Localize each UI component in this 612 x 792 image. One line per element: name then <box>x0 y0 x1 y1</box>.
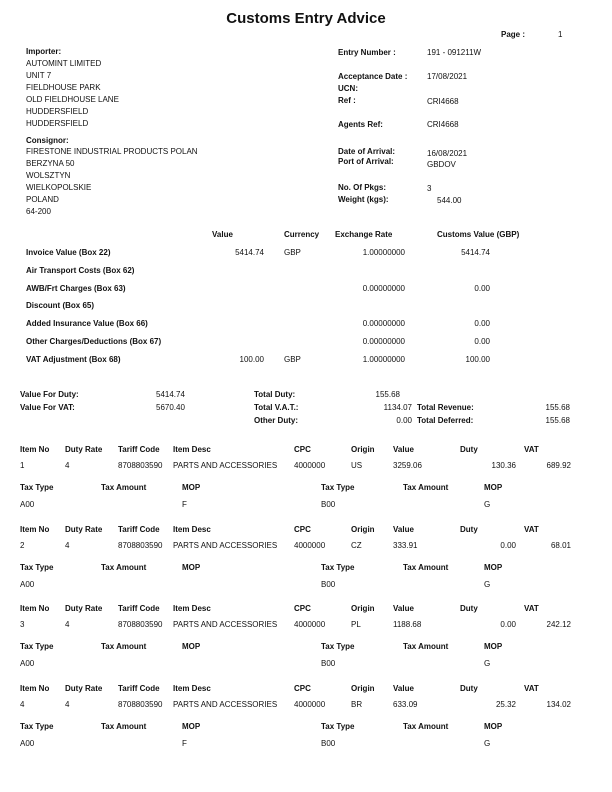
item-cpc: 4000000 <box>294 700 326 709</box>
value-for-duty: 5414.74 <box>156 390 185 399</box>
item-header-origin: Origin <box>351 684 375 693</box>
valuation-header-currency: Currency <box>284 230 320 239</box>
item-no: 3 <box>20 620 25 629</box>
tax-mop: G <box>484 500 491 509</box>
importer-line: AUTOMINT LIMITED <box>26 59 102 68</box>
tax-header-mop: MOP <box>484 563 503 572</box>
item-header-value: Value <box>393 604 414 613</box>
total-duty-label: Total Duty: <box>254 390 296 399</box>
item-header-no: Item No <box>20 604 50 613</box>
tax-header-type: Tax Type <box>321 483 355 492</box>
tax-header-type: Tax Type <box>20 722 54 731</box>
importer-line: HUDDERSFIELD <box>26 107 89 116</box>
value-for-vat-label: Value For VAT: <box>20 403 75 412</box>
item-desc: PARTS AND ACCESSORIES <box>173 461 278 470</box>
tax-header-mop: MOP <box>182 642 201 651</box>
consignor-line: FIRESTONE INDUSTRIAL PRODUCTS POLAN <box>26 147 198 156</box>
valuation-row-currency: GBP <box>284 248 301 257</box>
item-no: 4 <box>20 700 25 709</box>
importer-label: Importer: <box>26 47 62 56</box>
valuation-row-rate: 1.00000000 <box>362 248 405 257</box>
arrival-date-label: Date of Arrival: <box>338 147 396 156</box>
tax-header-type: Tax Type <box>20 642 54 651</box>
importer-line: HUDDERSFIELD <box>26 119 89 128</box>
total-revenue-label: Total Revenue: <box>417 403 474 412</box>
tax-type: A00 <box>20 739 35 748</box>
valuation-row-customs: 0.00 <box>474 319 490 328</box>
value-for-vat: 5670.40 <box>156 403 185 412</box>
other-duty-label: Other Duty: <box>254 416 298 425</box>
tax-type: A00 <box>20 659 35 668</box>
consignor-line: WOLSZTYN <box>26 171 71 180</box>
ref-label: Ref : <box>338 96 356 105</box>
item-origin: PL <box>351 620 361 629</box>
item-header-no: Item No <box>20 445 50 454</box>
item-duty: 0.00 <box>500 620 516 629</box>
entry-number-label: Entry Number : <box>338 48 396 57</box>
item-header-cpc: CPC <box>294 684 311 693</box>
item-header-vat: VAT <box>524 525 539 534</box>
importer-line: FIELDHOUSE PARK <box>26 83 101 92</box>
total-vat: 1134.07 <box>383 403 412 412</box>
item-no: 2 <box>20 541 25 550</box>
item-desc: PARTS AND ACCESSORIES <box>173 700 278 709</box>
weight-value: 544.00 <box>437 196 462 205</box>
importer-address <box>26 59 119 129</box>
item-header-vat: VAT <box>524 445 539 454</box>
item-duty: 0.00 <box>500 541 516 550</box>
item-header-desc: Item Desc <box>173 445 211 454</box>
agents-ref-value: CRI4668 <box>427 120 459 129</box>
item-header-value: Value <box>393 684 414 693</box>
page-label: Page : <box>501 30 526 39</box>
item-origin: BR <box>351 700 363 709</box>
arrival-date: 16/08/2021 <box>427 149 468 158</box>
weight-label: Weight (kgs): <box>338 195 389 204</box>
item-header-cpc: CPC <box>294 604 311 613</box>
agents-ref-label: Agents Ref: <box>338 120 383 129</box>
valuation-row-currency: GBP <box>284 355 301 364</box>
tax-header-amount: Tax Amount <box>403 642 449 651</box>
item-origin: US <box>351 461 363 470</box>
importer-line: OLD FIELDHOUSE LANE <box>26 95 119 104</box>
total-vat-label: Total V.A.T.: <box>254 403 299 412</box>
item-header-duty: Duty <box>460 604 478 613</box>
tax-header-mop: MOP <box>182 722 201 731</box>
valuation-row-rate: 1.00000000 <box>362 355 405 364</box>
item-duty-rate: 4 <box>65 700 70 709</box>
item-vat: 68.01 <box>550 541 571 550</box>
item-duty-rate: 4 <box>65 461 70 470</box>
tax-header-type: Tax Type <box>321 722 355 731</box>
item-header-origin: Origin <box>351 445 375 454</box>
tax-header-amount: Tax Amount <box>101 563 147 572</box>
arrival-port: GBDOV <box>427 160 456 169</box>
item-header-duty: Duty <box>460 445 478 454</box>
tax-mop: G <box>484 580 491 589</box>
valuation-row-label: Discount (Box 65) <box>26 301 95 310</box>
item-header-no: Item No <box>20 684 50 693</box>
valuation-row-customs: 5414.74 <box>461 248 490 257</box>
item-header-duty-rate: Duty Rate <box>65 445 103 454</box>
tax-header-mop: MOP <box>182 563 201 572</box>
tax-header-type: Tax Type <box>20 563 54 572</box>
tax-header-mop: MOP <box>484 483 503 492</box>
item-tariff: 8708803590 <box>118 461 163 470</box>
valuation-row-rate: 0.00000000 <box>362 284 405 293</box>
tax-header-amount: Tax Amount <box>101 642 147 651</box>
item-header-value: Value <box>393 525 414 534</box>
valuation-header-value: Value <box>212 230 233 239</box>
tax-type: B00 <box>321 659 336 668</box>
item-duty-rate: 4 <box>65 541 70 550</box>
tax-header-amount: Tax Amount <box>403 563 449 572</box>
total-duty: 155.68 <box>375 390 400 399</box>
valuation-row-label: Air Transport Costs (Box 62) <box>26 266 135 275</box>
pkgs-value: 3 <box>427 184 432 193</box>
tax-mop: G <box>484 739 491 748</box>
valuation-row-label: Added Insurance Value (Box 66) <box>26 319 148 328</box>
valuation-row-customs: 0.00 <box>474 337 490 346</box>
item-header-cpc: CPC <box>294 525 311 534</box>
item-cpc: 4000000 <box>294 541 326 550</box>
other-duty: 0.00 <box>396 416 412 425</box>
valuation-row-value: 5414.74 <box>235 248 264 257</box>
valuation-row-rate: 0.00000000 <box>362 319 405 328</box>
valuation-header-customs: Customs Value (GBP) <box>437 230 520 239</box>
valuation-header-rate: Exchange Rate <box>335 230 393 239</box>
tax-header-type: Tax Type <box>321 642 355 651</box>
ucn-label: UCN: <box>338 84 358 93</box>
tax-mop: G <box>484 659 491 668</box>
item-tariff: 8708803590 <box>118 620 163 629</box>
tax-header-amount: Tax Amount <box>101 483 147 492</box>
item-header-tariff: Tariff Code <box>118 604 160 613</box>
consignor-line: POLAND <box>26 195 59 204</box>
item-header-duty: Duty <box>460 525 478 534</box>
item-value: 633.09 <box>393 700 418 709</box>
item-header-origin: Origin <box>351 604 375 613</box>
value-for-duty-label: Value For Duty: <box>20 390 79 399</box>
acceptance-date: 17/08/2021 <box>427 72 468 81</box>
item-header-desc: Item Desc <box>173 525 211 534</box>
item-header-duty-rate: Duty Rate <box>65 525 103 534</box>
item-tariff: 8708803590 <box>118 700 163 709</box>
item-value: 3259.06 <box>393 461 422 470</box>
item-vat: 242.12 <box>546 620 571 629</box>
item-header-tariff: Tariff Code <box>118 525 160 534</box>
tax-type: B00 <box>321 739 336 748</box>
ref-value: CRI4668 <box>427 97 459 106</box>
pkgs-label: No. Of Pkgs: <box>338 183 387 192</box>
item-header-no: Item No <box>20 525 50 534</box>
valuation-row-rate: 0.00000000 <box>362 337 405 346</box>
item-cpc: 4000000 <box>294 620 326 629</box>
item-cpc: 4000000 <box>294 461 326 470</box>
consignor-label: Consignor: <box>26 136 69 145</box>
arrival-port-label: Port of Arrival: <box>338 157 394 166</box>
tax-header-mop: MOP <box>484 722 503 731</box>
item-header-duty-rate: Duty Rate <box>65 604 103 613</box>
valuation-row-label: VAT Adjustment (Box 68) <box>26 355 121 364</box>
valuation-row-label: Invoice Value (Box 22) <box>26 248 111 257</box>
item-header-vat: VAT <box>524 684 539 693</box>
item-tariff: 8708803590 <box>118 541 163 550</box>
tax-header-amount: Tax Amount <box>403 722 449 731</box>
tax-header-type: Tax Type <box>321 563 355 572</box>
tax-type: B00 <box>321 580 336 589</box>
item-no: 1 <box>20 461 25 470</box>
valuation-row-label: AWB/Frt Charges (Box 63) <box>26 284 126 293</box>
item-desc: PARTS AND ACCESSORIES <box>173 541 278 550</box>
item-header-tariff: Tariff Code <box>118 684 160 693</box>
item-duty: 25.32 <box>495 700 516 709</box>
item-header-vat: VAT <box>524 604 539 613</box>
item-header-desc: Item Desc <box>173 604 211 613</box>
item-header-duty: Duty <box>460 684 478 693</box>
page-number: 1 <box>558 30 563 39</box>
item-duty-rate: 4 <box>65 620 70 629</box>
total-revenue: 155.68 <box>545 403 570 412</box>
acceptance-date-label: Acceptance Date : <box>338 72 408 81</box>
item-header-duty-rate: Duty Rate <box>65 684 103 693</box>
valuation-row-label: Other Charges/Deductions (Box 67) <box>26 337 162 346</box>
item-header-origin: Origin <box>351 525 375 534</box>
tax-header-type: Tax Type <box>20 483 54 492</box>
item-vat: 689.92 <box>546 461 571 470</box>
tax-type: A00 <box>20 500 35 509</box>
consignor-line: WIELKOPOLSKIE <box>26 183 92 192</box>
valuation-row-customs: 0.00 <box>474 284 490 293</box>
consignor-address <box>26 147 198 217</box>
page-title: Customs Entry Advice <box>226 10 386 27</box>
item-header-desc: Item Desc <box>173 684 211 693</box>
total-deferred: 155.68 <box>545 416 570 425</box>
importer-line: UNIT 7 <box>26 71 52 80</box>
total-deferred-label: Total Deferred: <box>417 416 474 425</box>
item-header-tariff: Tariff Code <box>118 445 160 454</box>
item-origin: CZ <box>351 541 362 550</box>
tax-type: B00 <box>321 500 336 509</box>
entry-number: 191 - 091211W <box>427 48 482 57</box>
tax-header-amount: Tax Amount <box>403 483 449 492</box>
item-desc: PARTS AND ACCESSORIES <box>173 620 278 629</box>
tax-mop: F <box>182 500 187 509</box>
item-header-value: Value <box>393 445 414 454</box>
consignor-line: 64-200 <box>26 207 51 216</box>
item-duty: 130.36 <box>491 461 516 470</box>
item-value: 1188.68 <box>393 620 422 629</box>
item-value: 333.91 <box>393 541 418 550</box>
tax-mop: F <box>182 739 187 748</box>
tax-type: A00 <box>20 580 35 589</box>
item-header-cpc: CPC <box>294 445 311 454</box>
valuation-row-value: 100.00 <box>239 355 264 364</box>
tax-header-mop: MOP <box>484 642 503 651</box>
valuation-row-customs: 100.00 <box>465 355 490 364</box>
tax-header-amount: Tax Amount <box>101 722 147 731</box>
item-vat: 134.02 <box>546 700 571 709</box>
tax-header-mop: MOP <box>182 483 201 492</box>
consignor-line: BERZYNA 50 <box>26 159 75 168</box>
